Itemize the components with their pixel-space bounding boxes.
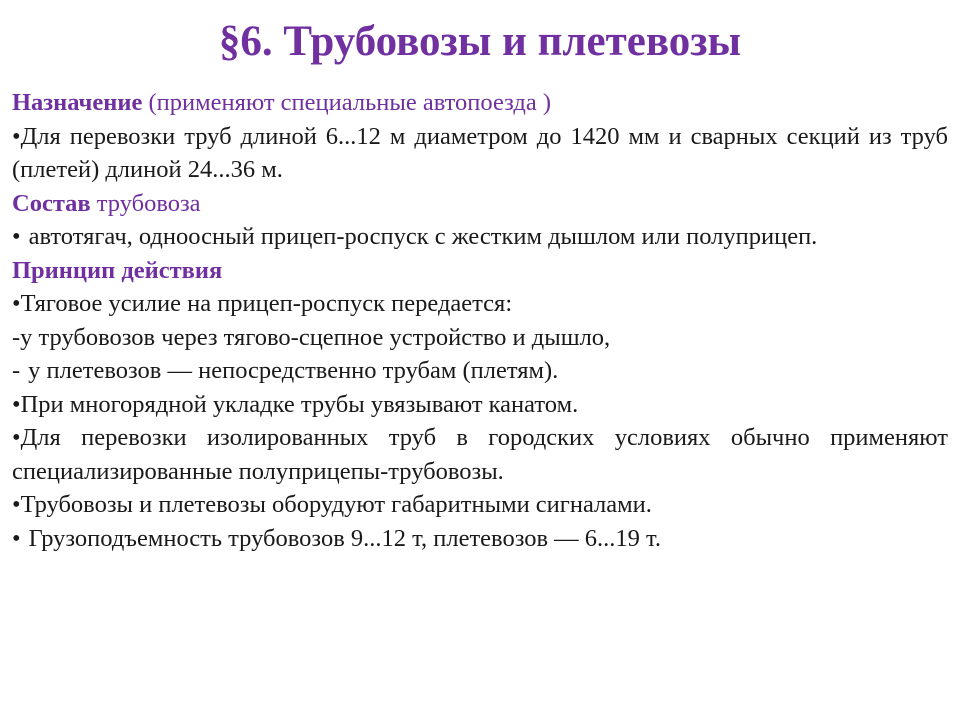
bullet-marker: • xyxy=(12,223,21,250)
principle-line-6 xyxy=(12,488,948,522)
dash-marker: - xyxy=(12,357,21,384)
purpose-heading-line xyxy=(12,86,948,120)
composition-heading-line xyxy=(12,187,948,221)
principle-text: у плетевозов — непосредственно трубам (плетям). xyxy=(28,357,559,384)
slide-title: §6. Трубовозы и плетевозы xyxy=(218,18,742,65)
principle-line-5 xyxy=(12,421,948,488)
composition-heading: Состав xyxy=(12,189,91,217)
slide-content xyxy=(12,86,948,555)
principle-line-3 xyxy=(12,354,948,388)
purpose-heading: Назначение xyxy=(12,89,143,116)
principle-text: Для перевозки изолированных труб в городских условиях обычно применяют специализированные полуприцепы-трубовозы. xyxy=(12,424,948,485)
principle-text: Трубовозы и плетевозы оборудуют габаритными сигналами. xyxy=(20,491,652,518)
purpose-text: Для перевозки труб длиной 6...12 м диаметром до 1420 мм и сварных секций из труб (плетей) длиной 24...36 м. xyxy=(12,122,948,183)
principle-line-2 xyxy=(12,321,948,355)
principle-line-4 xyxy=(12,388,948,422)
bullet-marker: • xyxy=(12,122,21,150)
principle-heading-line xyxy=(12,254,948,288)
purpose-note: (применяют специальные автопоезда ) xyxy=(148,89,551,116)
composition-suffix: трубовоза xyxy=(96,189,201,217)
principle-text: Грузоподъемность трубовозов 9...12 т, плетевозов — 6...19 т. xyxy=(28,524,662,552)
principle-text: у трубовозов через тягово-сцепное устройство и дышло, xyxy=(20,323,611,351)
bullet-marker: • xyxy=(12,524,21,552)
principle-line-7 xyxy=(12,522,948,556)
principle-text: Тяговое усилие на прицеп-роспуск передается: xyxy=(20,290,513,317)
bullet-marker: • xyxy=(12,491,21,518)
bullet-marker: • xyxy=(12,424,21,451)
principle-line-1 xyxy=(12,287,948,321)
purpose-bullet xyxy=(12,120,948,187)
bullet-marker: • xyxy=(12,290,21,317)
dash-marker: - xyxy=(12,323,21,351)
composition-text: автотягач, одноосный прицеп-роспуск с жестким дышлом или полуприцеп. xyxy=(28,223,818,250)
composition-bullet xyxy=(12,220,948,254)
principle-heading: Принцип действия xyxy=(12,256,223,284)
bullet-marker: • xyxy=(12,390,21,418)
principle-text: При многорядной укладке трубы увязывают канатом. xyxy=(20,390,579,418)
